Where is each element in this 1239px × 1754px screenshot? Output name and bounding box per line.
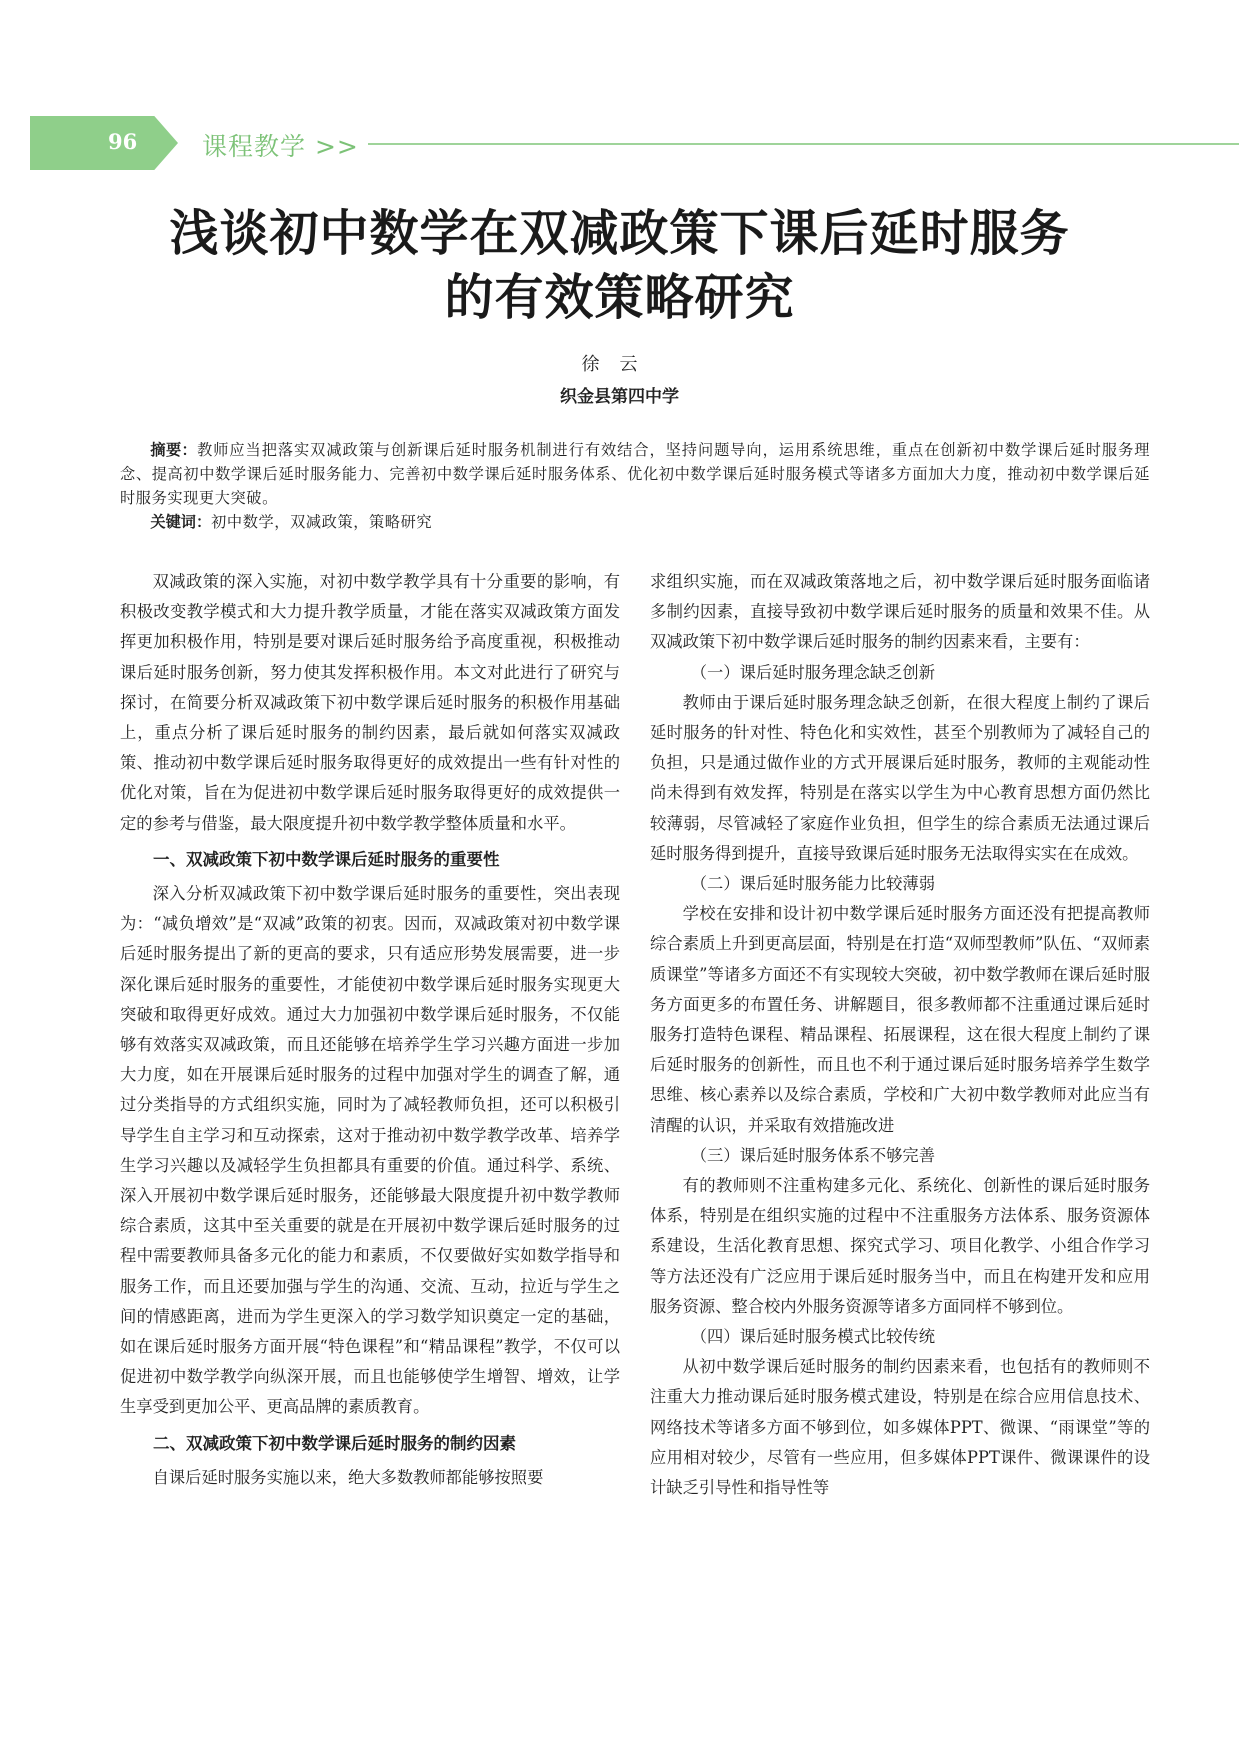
section-1-paragraph: 深入分析双减政策下初中数学课后延时服务的重要性，突出表现为：“减负增效”是“双减”政策的初衷。因而，双减政策对初中数学课后延时服务提出了新的更高的要求，只有适应形势发展需要，进一步深化课后延时服务的重要性，才能使初中数学课后延时服务实现更大突破和取得更好成效。通过大力加强初中数学课后延时服务，不仅能够有效落实双减政策，而且还能够在培养学生学习兴趣方面进一步加大力度，如在开展课后延时服务的过程中加强对学生的调查了解，通过分类指导的方式组织实施，同时为了减轻教师负担，还可以积极引导学生自主学习和互动探索，这对于推动初中数学教学改革、培养学生学习兴趣以及减轻学生负担都具有重要的价值。通过科学、系统、深入开展初中数学课后延时服务，还能够最大限度提升初中数学教师综合素质，这其中至关重要的就是在开展初中数学课后延时服务的过程中需要教师具备多元化的能力和素质，不仅要做好实如数学指导和服务工作，而且还要加强与学生的沟通、交流、互动，拉近与学生之间的情感距离，进而为学生更深入的学习数学知识奠定一定的基础，如在课后延时服务方面开展“特色课程”和“精品课程”教学，不仅可以促进初中数学教学向纵深开展，而且也能够使学生增智、增效，让学生享受到更加公平、更高品牌的素质教育。 (120, 884, 620, 1417)
right-column (650, 567, 1150, 1503)
keywords-text: 初中数学，双减政策，策略研究 (211, 513, 433, 531)
article-title (60, 202, 1179, 330)
title-line-1: 浅谈初中数学在双减政策下课后延时服务 (169, 205, 1070, 262)
subheading-3: （三）课后延时服务体系不够完善 (690, 1145, 935, 1165)
subheading-2: （二）课后延时服务能力比较薄弱 (690, 874, 935, 894)
abstract-block (120, 438, 1150, 534)
page-number-tab (30, 116, 178, 170)
page-number: 96 (108, 129, 138, 154)
section-2-paragraph: 自课后延时服务实施以来，绝大多数教师都能够按照要 (152, 1467, 544, 1487)
subheading-1: （一）课后延时服务理念缺乏创新 (690, 662, 935, 682)
subheading-3-text: 有的教师则不注重构建多元化、系统化、创新性的课后延时服务体系，特别是在组织实施的过程中不注重服务方法体系、服务资源体系建设，生活化教育思想、探究式学习、项目化教学、小组合作学习等方法还没有广泛应用于课后延时服务当中，而且在构建开发和应用服务资源、整合校内外服务资源等诸多方面同样不够到位。 (650, 1176, 1150, 1316)
subheading-1-text: 教师由于课后延时服务理念缺乏创新，在很大程度上制约了课后延时服务的针对性、特色化和实效性，甚至个别教师为了减轻自己的负担，只是通过做作业的方式开展课后延时服务，教师的主观能动性尚未得到有效发挥，特别是在落实以学生为中心教育思想方面仍然比较薄弱，尽管减轻了家庭作业负担，但学生的综合素质无法通过课后延时服务得到提升，直接导致课后延时服务无法取得实实在在成效。 (650, 692, 1150, 863)
intro-paragraph: 双减政策的深入实施，对初中数学教学具有十分重要的影响，有积极改变教学模式和大力提升教学质量，才能在落实双减政策方面发挥更加积极作用，特别是要对课后延时服务给予高度重视，积极推动课后延时服务创新，努力使其发挥积极作用。本文对此进行了研究与探讨，在简要分析双减政策下初中数学课后延时服务的积极作用基础上，重点分析了课后延时服务的制约因素，最后就如何落实双减政策、推动初中数学课后延时服务取得更好的成效提出一些有针对性的优化对策，旨在为促进初中数学课后延时服务取得更好的成效提供一定的参考与借鉴，最大限度提升初中数学教学整体质量和水平。 (120, 572, 620, 833)
subheading-2-text: 学校在安排和设计初中数学课后延时服务方面还没有把提高教师综合素质上升到更高层面，特别是在打造“双师型教师”队伍、“双师素质课堂”等诸多方面还不有实现较大突破，初中数学教师在课后延时服务方面更多的布置任务、讲解题目，很多教师都不注重通过课后延时服务打造特色课程、精品课程、拓展课程，这在很大程度上制约了课后延时服务的创新性，而且也不利于通过课后延时服务培养学生数学思维、核心素养以及综合素质，学校和广大初中数学教师对此应当有清醒的认识，并采取有效措施改进 (650, 904, 1150, 1135)
abstract-label: 摘要： (150, 441, 198, 459)
abstract (120, 438, 1150, 510)
section-heading-1: 一、双减政策下初中数学课后延时服务的重要性 (153, 849, 500, 869)
section-label: 课程教学 >> (202, 132, 359, 161)
left-column (120, 567, 620, 1493)
keywords-label: 关键词： (150, 513, 212, 531)
subheading-4-text: 从初中数学课后延时服务的制约因素来看，也包括有的教师则不注重大力推动课后延时服务模式建设，特别是在综合应用信息技术、网络技术等诸多方面不够到位，如多媒体PPT、微课、“雨课堂”等的应用相对较少，尽管有一些应用，但多媒体PPT课件、微课课件的设计缺乏引导性和指导性等 (650, 1357, 1150, 1498)
title-line-2: 的有效策略研究 (444, 269, 795, 326)
affiliation: 织金县第四中学 (560, 387, 679, 407)
section-heading-2: 二、双减政策下初中数学课后延时服务的制约因素 (153, 1433, 516, 1453)
continued-paragraph: 求组织实施，而在双减政策落地之后，初中数学课后延时服务面临诸多制约因素，直接导致初中数学课后延时服务的质量和效果不佳。从双减政策下初中数学课后延时服务的制约因素来看，主要有： (650, 572, 1150, 652)
abstract-text: 教师应当把落实双减政策与创新课后延时服务机制进行有效结合，坚持问题导向，运用系统思维，重点在创新初中数学课后延时服务理念、提高初中数学课后延时服务能力、完善初中数学课后延时服务体系、优化初中数学课后延时服务模式等诸多方面加大力度，推动初中数学课后延时服务实现更大突破。 (120, 441, 1151, 507)
header-rule (368, 143, 1239, 145)
author: 徐云 (581, 354, 658, 375)
keywords (120, 510, 1150, 534)
subheading-4: （四）课后延时服务模式比较传统 (690, 1327, 935, 1347)
